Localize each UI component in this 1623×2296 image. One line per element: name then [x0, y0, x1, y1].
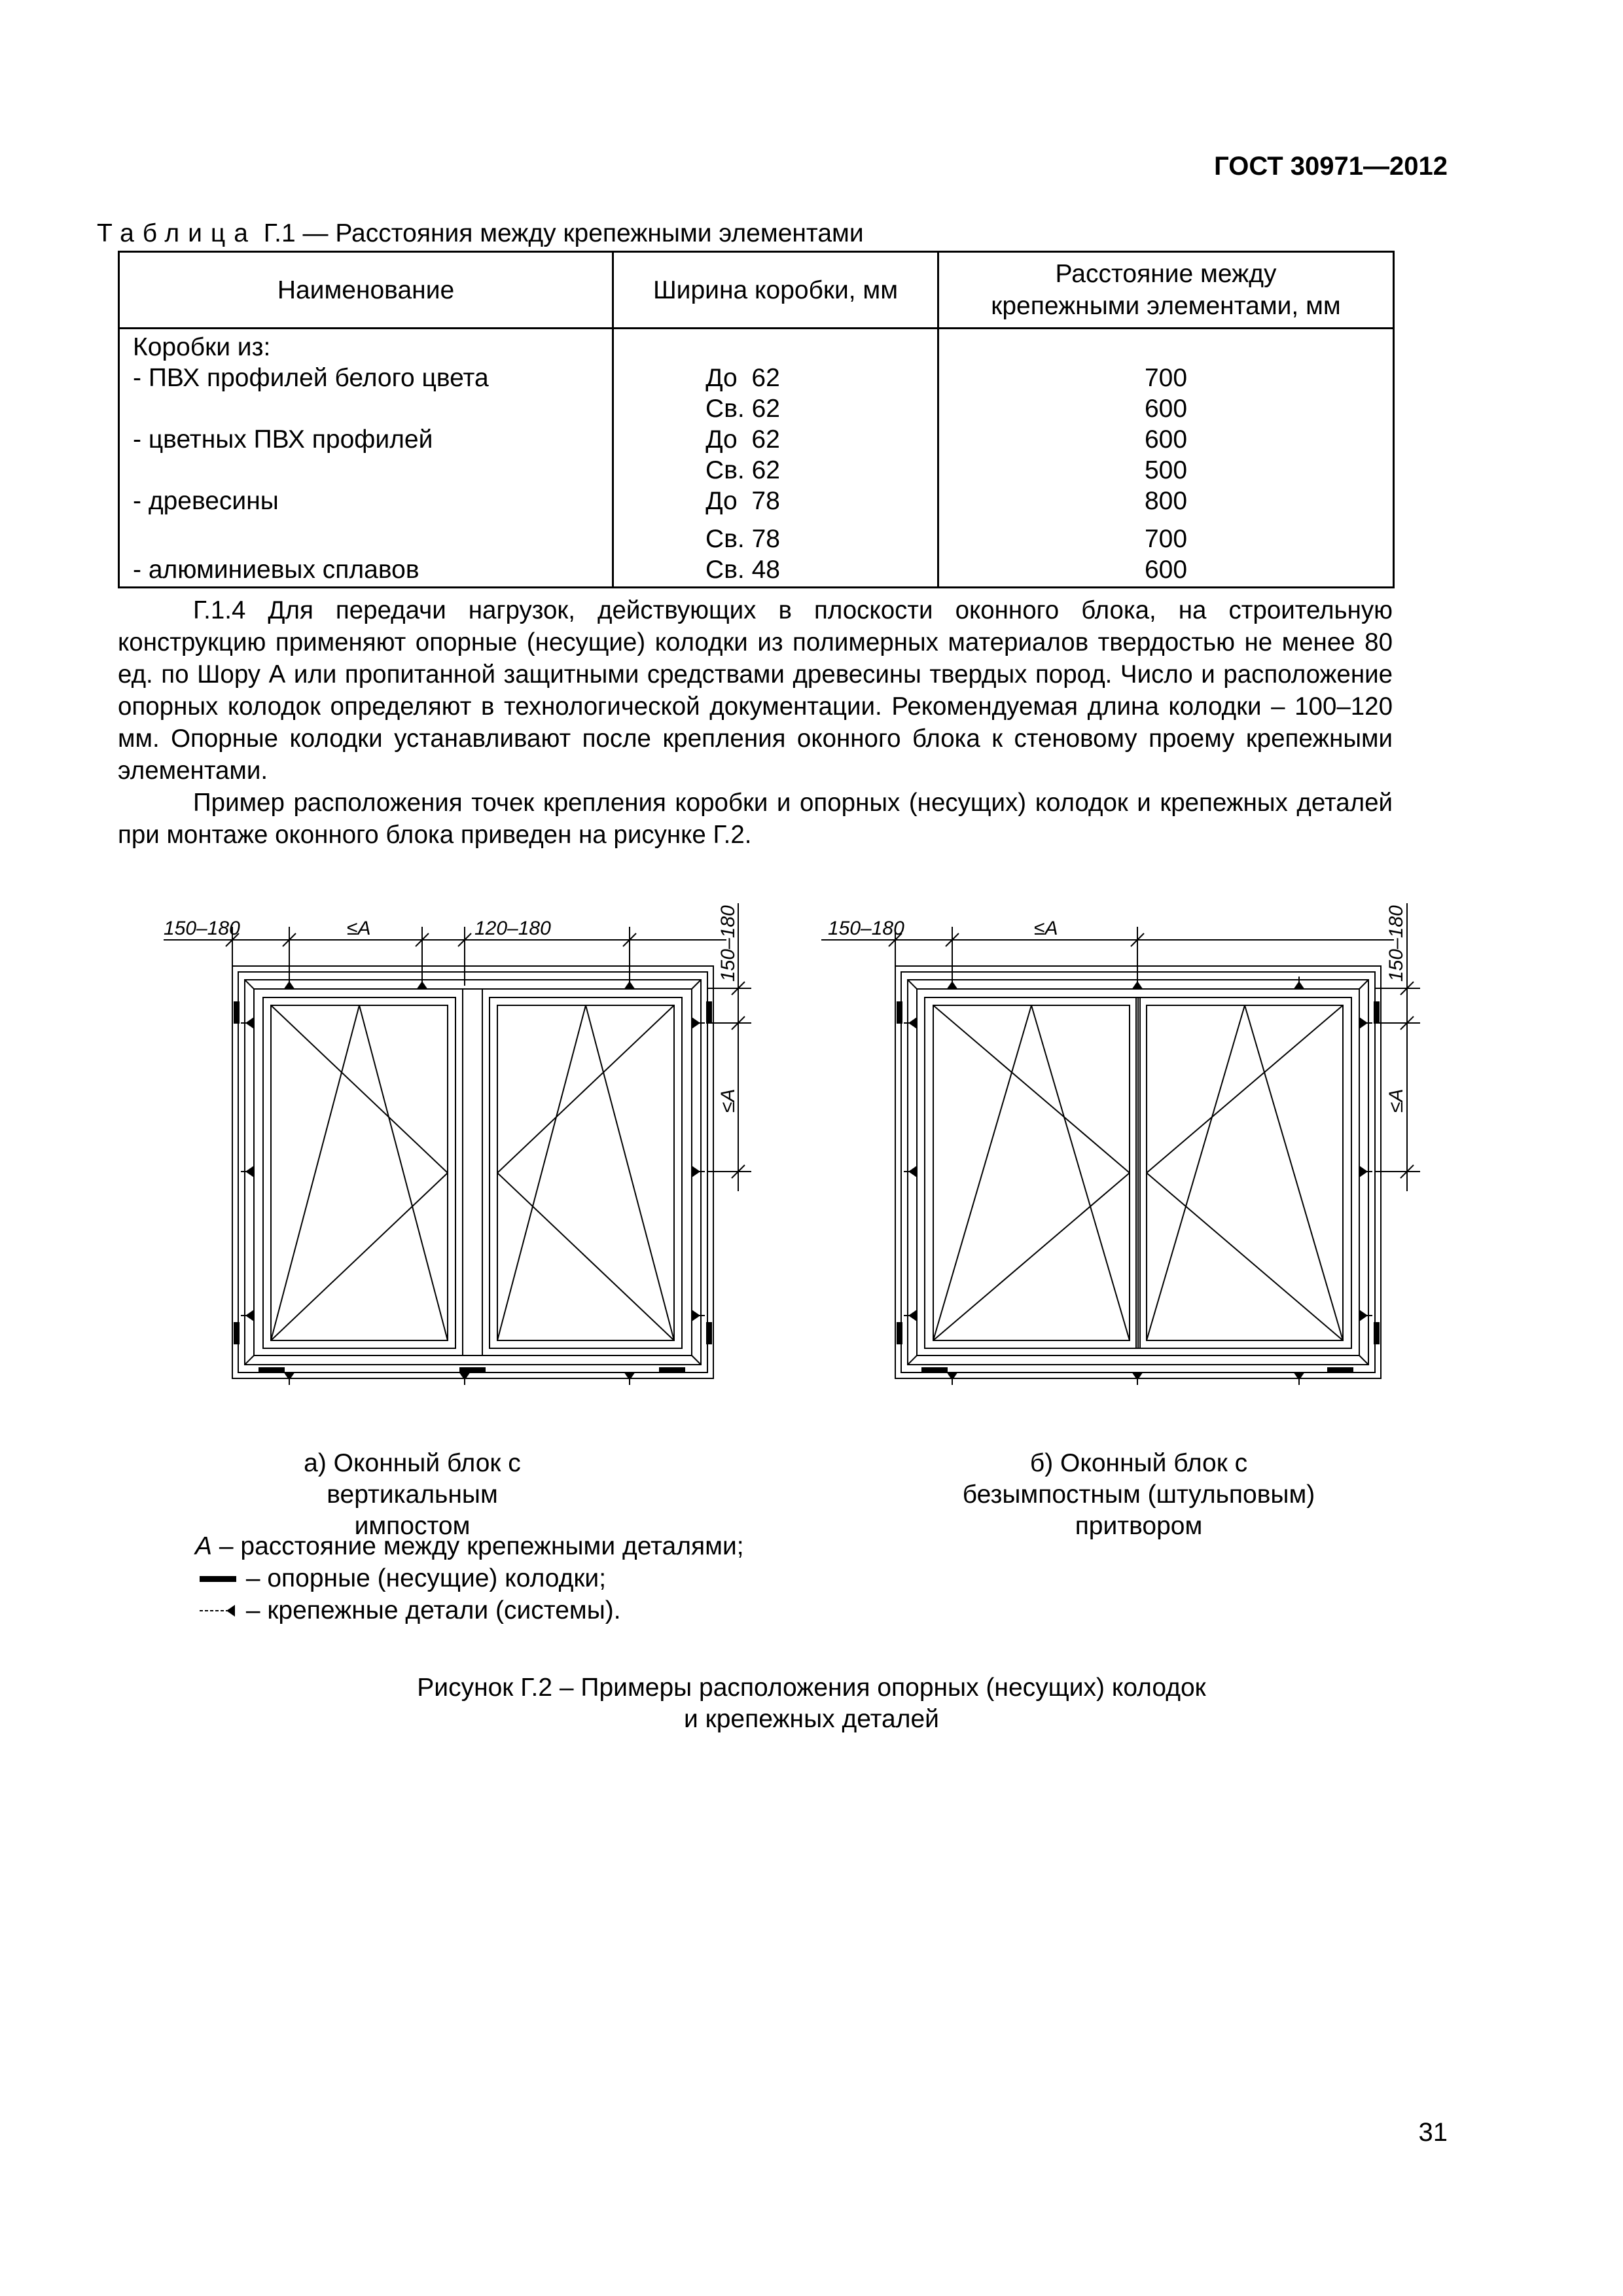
header-distance: Расстояние между крепежными элементами, мм	[938, 252, 1394, 329]
legend-row-blocks	[198, 1562, 744, 1594]
figure-legend	[195, 1530, 744, 1626]
legend-a-text: – расстояние между крепежными деталями;	[212, 1532, 744, 1560]
cell: - ПВХ профилей белого цвета	[133, 364, 489, 392]
caption-a-line: импостом	[354, 1512, 471, 1540]
legend-row-a	[195, 1530, 744, 1562]
figure-title	[0, 1672, 1623, 1735]
dim-label: 150–180	[828, 918, 904, 939]
cell: 700	[1144, 364, 1188, 392]
cell: Св. 62	[705, 395, 780, 423]
legend-blocks-text: – опорные (несущие) колодки;	[239, 1564, 607, 1592]
table-caption-word: Таблица	[97, 219, 257, 247]
table-caption-title: Г.1 — Расстояния между крепежными элементами	[263, 219, 864, 247]
cell: Св. 78	[705, 525, 780, 553]
window-diagram-b	[821, 903, 1420, 1378]
dim-label: 150–180	[717, 905, 739, 982]
window-diagram-a	[164, 903, 751, 1378]
window-diagram-b-dims	[828, 905, 1407, 1113]
dim-label: ≤A	[347, 918, 371, 939]
dim-label: 150–180	[164, 918, 240, 939]
figure-title-line: Рисунок Г.2 – Примеры расположения опорных (несущих) колодок	[417, 1674, 1206, 1702]
caption-b-line: безымпостным (штульповым)	[962, 1480, 1315, 1509]
caption-a	[249, 1448, 576, 1542]
legend-fasteners-text: – крепежные детали (системы).	[239, 1596, 621, 1624]
header-width: Ширина коробки, мм	[613, 252, 938, 329]
cell: До 62	[705, 425, 780, 454]
support-block-icon	[198, 1572, 239, 1585]
caption-b-line: притвором	[1075, 1512, 1203, 1540]
legend-a-symbol: А	[195, 1532, 213, 1560]
cell: До 78	[705, 487, 780, 515]
cell: 700	[1144, 525, 1188, 553]
cell: - древесины	[133, 487, 279, 515]
cell: 800	[1144, 487, 1188, 515]
cell: 500	[1144, 456, 1188, 484]
cell: Коробки из:	[133, 333, 271, 361]
paragraph-example: Пример расположения точек крепления коробки и опорных (несущих) колодок и крепежных деталей при монтаже оконного блока приведен на рисунке Г.2.	[118, 789, 1393, 849]
dim-label: 120–180	[474, 918, 551, 939]
cell: До 62	[705, 364, 780, 392]
legend-row-fasteners	[198, 1594, 744, 1626]
standard-code: ГОСТ 30971—2012	[1214, 152, 1448, 181]
cell: Св. 62	[705, 456, 780, 484]
caption-a-line: вертикальным	[327, 1480, 498, 1509]
dim-label: 150–180	[1385, 905, 1407, 982]
figure-title-line: и крепежных деталей	[684, 1705, 939, 1733]
cell: Св. 48	[705, 556, 780, 584]
header-name: Наименование	[119, 252, 613, 329]
dim-label: ≤A	[1385, 1088, 1407, 1113]
caption-b	[955, 1448, 1322, 1542]
caption-b-line: б) Оконный блок с	[1029, 1449, 1248, 1477]
caption-a-line: а) Оконный блок с	[304, 1449, 521, 1477]
cell: - алюминиевых сплавов	[133, 556, 419, 584]
cell: - цветных ПВХ профилей	[133, 425, 433, 454]
cell: 600	[1144, 425, 1188, 454]
dim-label: ≤A	[717, 1088, 739, 1113]
page-number: 31	[1418, 2118, 1448, 2147]
cell: 600	[1144, 556, 1188, 584]
window-diagram-a-dims	[164, 905, 739, 1113]
fastener-icon	[198, 1603, 239, 1619]
paragraph-g14: Г.1.4 Для передачи нагрузок, действующих в плоскости оконного блока, на строительную конструкцию применяют опорные (несущие) колодки из полимерных материалов твердостью не менее 80 ед. по Шору А или пропитанной защитными средствами древесины твердых пород. Число и расположение опорных колодок определяют в технологической документации. Рекомендуемая длина колодки – 100–120 мм. Опорные колодки устанавливают после крепления оконного блока к стеновому проему крепежными элементами.	[118, 596, 1393, 785]
dim-label: ≤A	[1034, 918, 1058, 939]
cell: 600	[1144, 395, 1188, 423]
